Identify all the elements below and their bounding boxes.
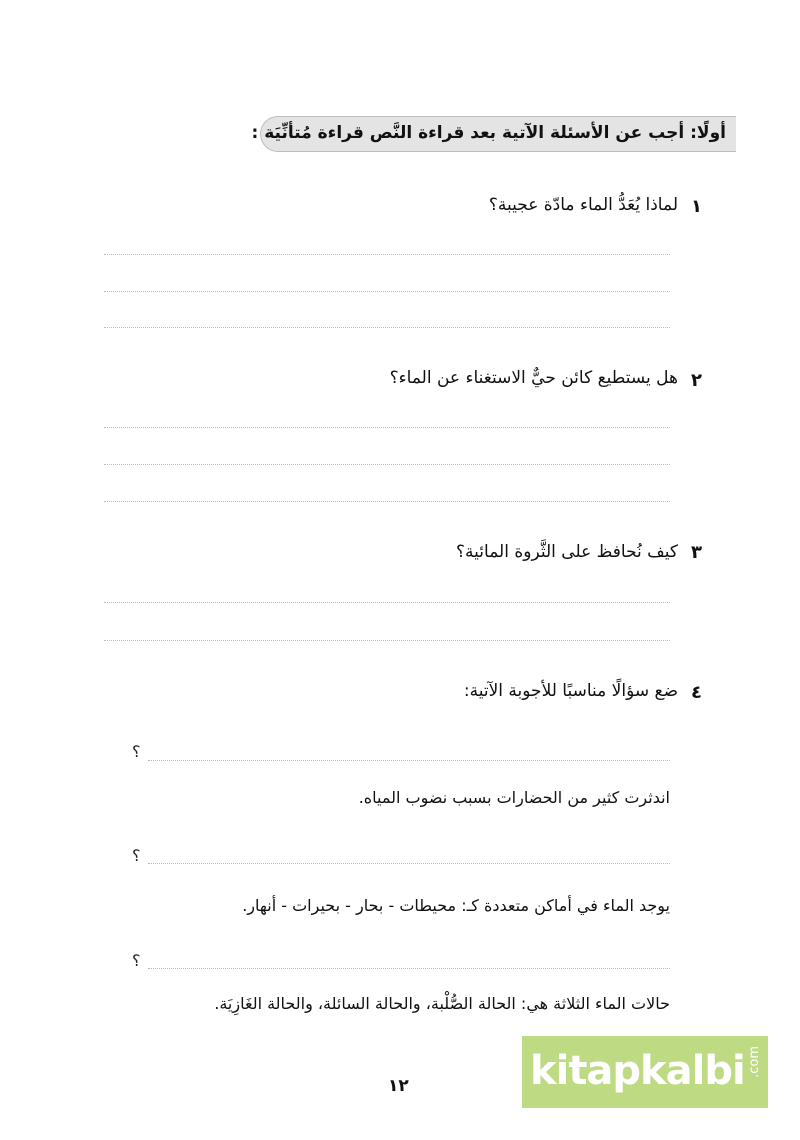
question-text: ضع سؤالًا مناسبًا للأجوبة الآتية: [463,681,678,701]
answer-line[interactable] [148,863,670,864]
answer-text: يوجد الماء في أماكن متعددة كـ: محيطات - بحار - بحيرات - أنهار. [242,896,670,915]
page-number: ١٢ [388,1076,409,1096]
answer-line[interactable] [104,640,670,641]
question-mark: ؟ [132,742,141,761]
answer-line[interactable] [104,291,670,292]
question-number: ٢ [691,370,702,391]
answer-line[interactable] [104,254,670,255]
question-text: كيف نُحافظ على الثَّروة المائية؟ [456,542,678,562]
answer-line[interactable] [104,464,670,465]
question-text: لماذا يُعَدُّ الماء مادّة عجيبة؟ [488,195,678,215]
question-number: ١ [691,196,702,217]
answer-line[interactable] [148,760,670,761]
answer-text: حالات الماء الثلاثة هي: الحالة الصُّلْبة، والحالة السائلة، والحالة الغَازِيَة. [214,994,670,1013]
watermark-logo [522,1036,768,1108]
answer-line[interactable] [104,602,670,603]
question-number: ٣ [691,542,702,563]
answer-line[interactable] [104,501,670,502]
question-mark: ؟ [132,951,141,970]
question-number: ٤ [691,682,702,703]
answer-line[interactable] [104,427,670,428]
section-title: أولًا: أجب عن الأسئلة الآتية بعد قراءة النَّص قراءة مُتأنِّيَة : [251,123,726,143]
question-text: هل يستطيع كائن حيٌّ الاستغناء عن الماء؟ [389,368,678,388]
answer-line[interactable] [148,968,670,969]
watermark-suffix: .com [747,1046,762,1078]
section-header [251,116,736,152]
answer-text: اندثرت كثير من الحضارات بسبب نضوب المياه. [358,788,670,807]
watermark-text: kitapkalbi [530,1048,745,1094]
question-mark: ؟ [132,846,141,865]
answer-line[interactable] [104,327,670,328]
